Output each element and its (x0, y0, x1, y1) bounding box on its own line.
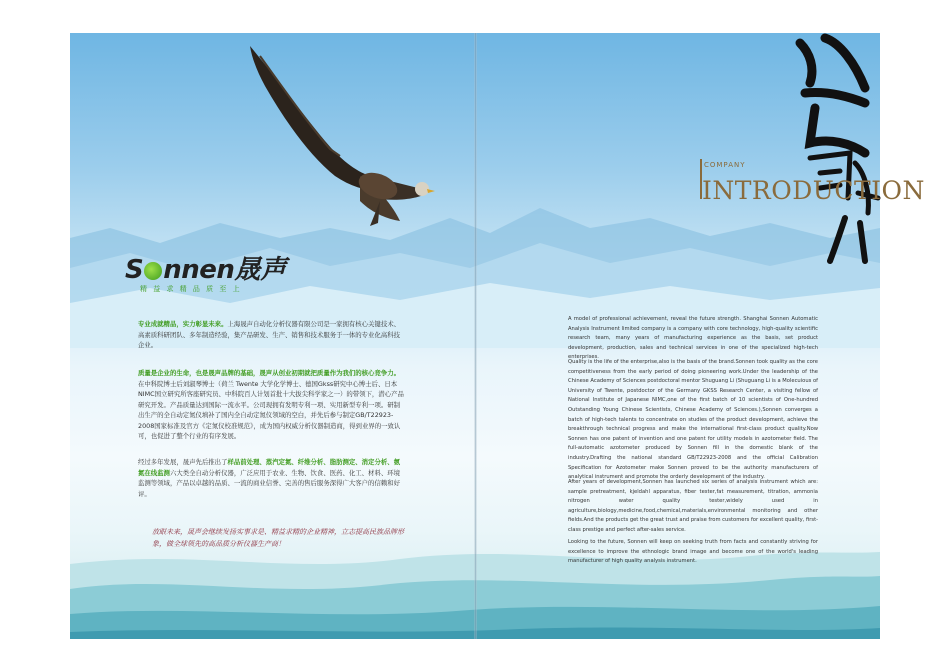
cn-p2-highlight: 质量是企业的生命，也是晟声品牌的基础，晟声从创业初期就把质量作为我们的核心竞争力。 (138, 369, 401, 377)
cn-paragraph-1 (138, 319, 406, 351)
introduction-title: INTRODUCTION (702, 176, 925, 205)
cn-paragraph-2 (138, 368, 406, 442)
left-page (70, 33, 476, 639)
cn-closing-paragraph: 放眼未来，晟声会继续发扬实事求是、精益求精的企业精神，立志提高民族品牌形象，做全球领先的高品质分析仪器生产商！ (152, 528, 404, 548)
logo-slogan: 精 益 求 精 品 质 至 上 (140, 285, 242, 293)
cn-paragraph-3 (138, 457, 406, 499)
logo-letters-nnen: nnen (163, 255, 235, 285)
logo-chinese-name: 晟声 (234, 255, 287, 285)
brochure-spread (70, 33, 925, 639)
logo-letter-s: S (125, 255, 144, 285)
cn-p1-highlight: 专业成就精品，实力彰显未来。 (138, 320, 228, 328)
brand-logo (125, 249, 286, 294)
en-paragraph-3: After years of development,Sonnen has launched six series of analysis instrument which are: sample pretreatment, kjeldahl apparatus, fiber tester,fat measurement, titration, ammonia nitrogen water quality tester,widely used in agriculture,biology,medicine,food,chemical,materials,environmental monitoring and other fields.And the products get the great trust and praise from customers for excellent quality, first-class prestige and perfect after-sales service. (568, 479, 818, 533)
eagle-image (230, 41, 450, 231)
cn-p2-text: 在中科院博士后刘淑琴博士（荷兰 Twente 大学化学博士、德国Gkss研究中心博士后、日本NIMC国立研究所客座研究员、中科院百人计划首批十大拔尖科学家之一）的带领下，潜心产品研究开发。产品质量达到国际一流水平。公司现拥有发明专利一项、实用新型专利一项。研制出生产的全自动定氮仪填补了国内全自动定氮仪领域的空白，并先后参与制定GB/T22923-2008国家标准及官方《定氮仪校准规范》，成为国内权威分析仪器制造商，得到业界的一致认可，也促进了整个行业的有序发展。 (138, 379, 404, 440)
company-label: COMPANY (704, 161, 746, 169)
en-paragraph-2: Quality is the life of the enterprise,also is the basis of the brand.Sonnen took quality as the core competitiveness from the early period of doing pioneering work.Under the leadership of the Chinese Academy of Sciences postdoctoral mentor Shuguang Li (Shuguang Li is a Molecuious of University of Twente, postdoctor of the Germany GKSS Research Center, a visiting fellow of National Institute of Japanese NIMC,one of the first batch of 10 scientists of One-hundred Outstanding Young Chinese Scientists, Chinese Academy of Sciences.),Sonnen converges a batch of high-tech talents to concentrate on studies of the product development, achieve the breakthrough technical progress and make the international first-class product quality.Now Sonnen has one patent of invention and one patent for utility models in azotometer field. The full-automatic azotometer produced by Sonnen fill in the domestic blank of the industry.Drafting the national standard GB/T22923-2008 and the official Calibration Specification for Azotometer make Sonnen proved to be the authority manufacturers of analytical instrument and promote the orderly development of the industry. (568, 359, 818, 481)
calligraphy-title-image (770, 33, 880, 263)
cn-p3-highlight: 样品前处理、蒸汽定氮、纤维分析、脂肪测定、消定分析、氨氮在线监测 (138, 458, 401, 477)
en-paragraph-1: A model of professional achievement, reveal the future strength. Shanghai Sonnen Automatic Analysis Instrument limited company is a company with core technology, high-quality scientific research team, many years of manufacturing experience as the basis, set product development, production, sales and technical services in one of the specialized high-tech enterprises. (568, 316, 818, 361)
logo-o-ball-icon (144, 262, 162, 280)
cn-p1-text: 上海晟声自动化分析仪器有限公司是一家拥有核心关键技术、高素质科研团队、多年制造经验，集产品研发、生产、销售和技术服务于一体的专业化高科技企业。 (138, 320, 401, 349)
right-page (476, 33, 925, 639)
cn-p3-text-a: 经过多年发展，晟声先后推出了 (138, 458, 228, 466)
en-paragraph-4: Looking to the future, Sonnen will keep on seeking truth from facts and constantly striving for excellence to improve the ethnologic brand image and become one of the world's leading manufacturer of high quality analysis instrument. (568, 539, 818, 565)
cn-p3-text-b: 六大类全自动分析仪器，广泛应用于农业、生物、饮食、医药、化工、材料、环境监测等领域，产品以卓越的品质、一流的商业信誉、完善的售后服务深得广大客户的信赖和好评。 (138, 468, 401, 498)
